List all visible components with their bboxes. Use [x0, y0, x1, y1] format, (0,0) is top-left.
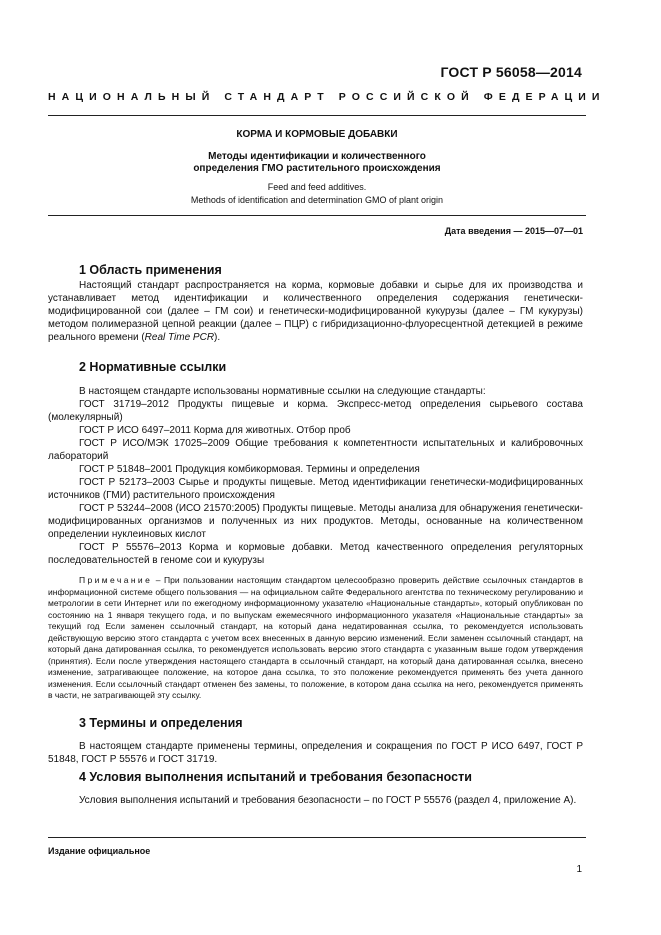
header-divider	[48, 115, 586, 116]
section-1-paragraph	[48, 279, 583, 344]
english-title-line-2: Methods of identification and determination GMO of plant origin	[190, 195, 444, 205]
reference-item: ГОСТ Р ИСО/МЭК 17025–2009 Общие требования к компетентности испытательных и калибровочных лабораторий	[48, 438, 583, 462]
reference-item: ГОСТ Р 55576–2013 Корма и кормовые добавки. Метод качественного определения регуляторных последовательностей в геноме сои и кукурузы	[48, 542, 583, 566]
section-1-text-end: ).	[214, 332, 221, 343]
official-edition-label: Издание официальное	[48, 846, 151, 856]
section-2-text	[48, 385, 583, 567]
section-3-heading: 3 Термины и определения	[79, 716, 243, 730]
section-1-italic-term: Real Time PCR	[144, 332, 215, 343]
reference-item: ГОСТ Р 51848–2001 Продукция комбикормовая. Термины и определения	[79, 464, 420, 475]
section-1-text	[48, 279, 583, 344]
note-text: – При пользовании настоящим стандартом целесообразно проверить действие ссылочных стандартов в информационной системе общего пользования — на официальном сайте Федерального агентства по техническому регулированию и метрологии в сети Интернет или по ежегодному информационному указателю «Национальные стандарты», который опубликован по состоянию на 1 января текущего года, и по выпускам ежемесячного информационного указателя «Национальные стандарты» за текущий год Если заменен ссылочный стандарт, на который дана недатированная ссылка, то рекомендуется использовать действующую версию этого стандарта с учетом всех внесенных в данную версию изменений. Если заменен ссылочный стандарт, на который дана датированная ссылка, то рекомендуется использовать версию этого стандарта с указанным выше годом утверждения (принятия). Если после утверждения настоящего стандарта в ссылочный стандарт, на который дана датированная ссылка, внесено изменение, затрагивающее положение, на которое дана ссылка, то это положение рекомендуется применять без учета данного изменения. Если ссылочный стандарт отменен без замены, то положение, в котором дана ссылка на него, рекомендуется применять в части, не затрагивающей эту ссылку.	[48, 575, 583, 700]
reference-item: ГОСТ 31719–2012 Продукты пищевые и корма. Экспресс-метод определения сырьевого состава (молекулярный)	[48, 399, 583, 423]
reference-item: ГОСТ Р 53244–2008 (ИСО 21570:2005) Продукты пищевые. Методы анализа для обнаружения генетически-модифицированных организмов и полученных из них продуктов. Методы, основанные на количественном определении нуклеиновых кислот	[48, 503, 583, 540]
note-label: Примечание	[79, 575, 153, 585]
reference-item: ГОСТ Р ИСО 6497–2011 Корма для животных. Отбор проб	[79, 425, 351, 436]
page-number: 1	[576, 864, 582, 875]
document-title: КОРМА И КОРМОВЫЕ ДОБАВКИ	[236, 129, 398, 140]
introduction-date: Дата введения — 2015—07—01	[444, 226, 583, 236]
section-2-intro: В настоящем стандарте использованы нормативные ссылки на следующие стандарты:	[79, 386, 486, 397]
section-4-paragraph: Условия выполнения испытаний и требования безопасности – по ГОСТ Р 55576 (раздел 4, приложение А).	[79, 795, 577, 806]
english-title	[48, 181, 586, 207]
subtitle-line-2: определения ГМО растительного происхождения	[193, 163, 441, 174]
document-number: ГОСТ Р 56058—2014	[440, 64, 582, 80]
section-2-heading: 2 Нормативные ссылки	[79, 360, 227, 374]
section-4-text	[48, 794, 583, 807]
section-2-note	[48, 575, 583, 702]
title-divider	[48, 215, 586, 216]
document-subtitle	[48, 151, 586, 175]
section-4-heading: 4 Условия выполнения испытаний и требования безопасности	[79, 770, 472, 784]
national-standard-banner: НАЦИОНАЛЬНЫЙ СТАНДАРТ РОССИЙСКОЙ ФЕДЕРАЦИИ	[48, 91, 606, 103]
section-3-paragraph: В настоящем стандарте применены термины, определения и сокращения по ГОСТ Р ИСО 6497, ГОСТ Р 51848, ГОСТ Р 55576 и ГОСТ 31719.	[48, 741, 583, 765]
english-title-line-1: Feed and feed additives.	[267, 182, 367, 192]
reference-item: ГОСТ Р 52173–2003 Сырье и продукты пищевые. Метод идентификации генетически-модифицированных источников (ГМИ) растительного происхождения	[48, 477, 583, 501]
section-1-heading: 1 Область применения	[79, 263, 222, 277]
section-3-text	[48, 740, 583, 766]
section-1-text-start: Настоящий стандарт распространяется на корма, кормовые добавки и сырье для их производства и устанавливает метод идентификации и количественного определения содержания генетически-модифицированной сои (далее – ГМ сои) и генетически-модифицированной кукурузы (далее – ГМ кукурузы) методом полимеразной цепной реакции (далее – ПЦР) с гибридизационно-флуоресцентной детекцией в режиме реального времени (	[48, 280, 583, 343]
footer-divider	[48, 837, 586, 838]
subtitle-line-1: Методы идентификации и количественного	[208, 151, 426, 162]
